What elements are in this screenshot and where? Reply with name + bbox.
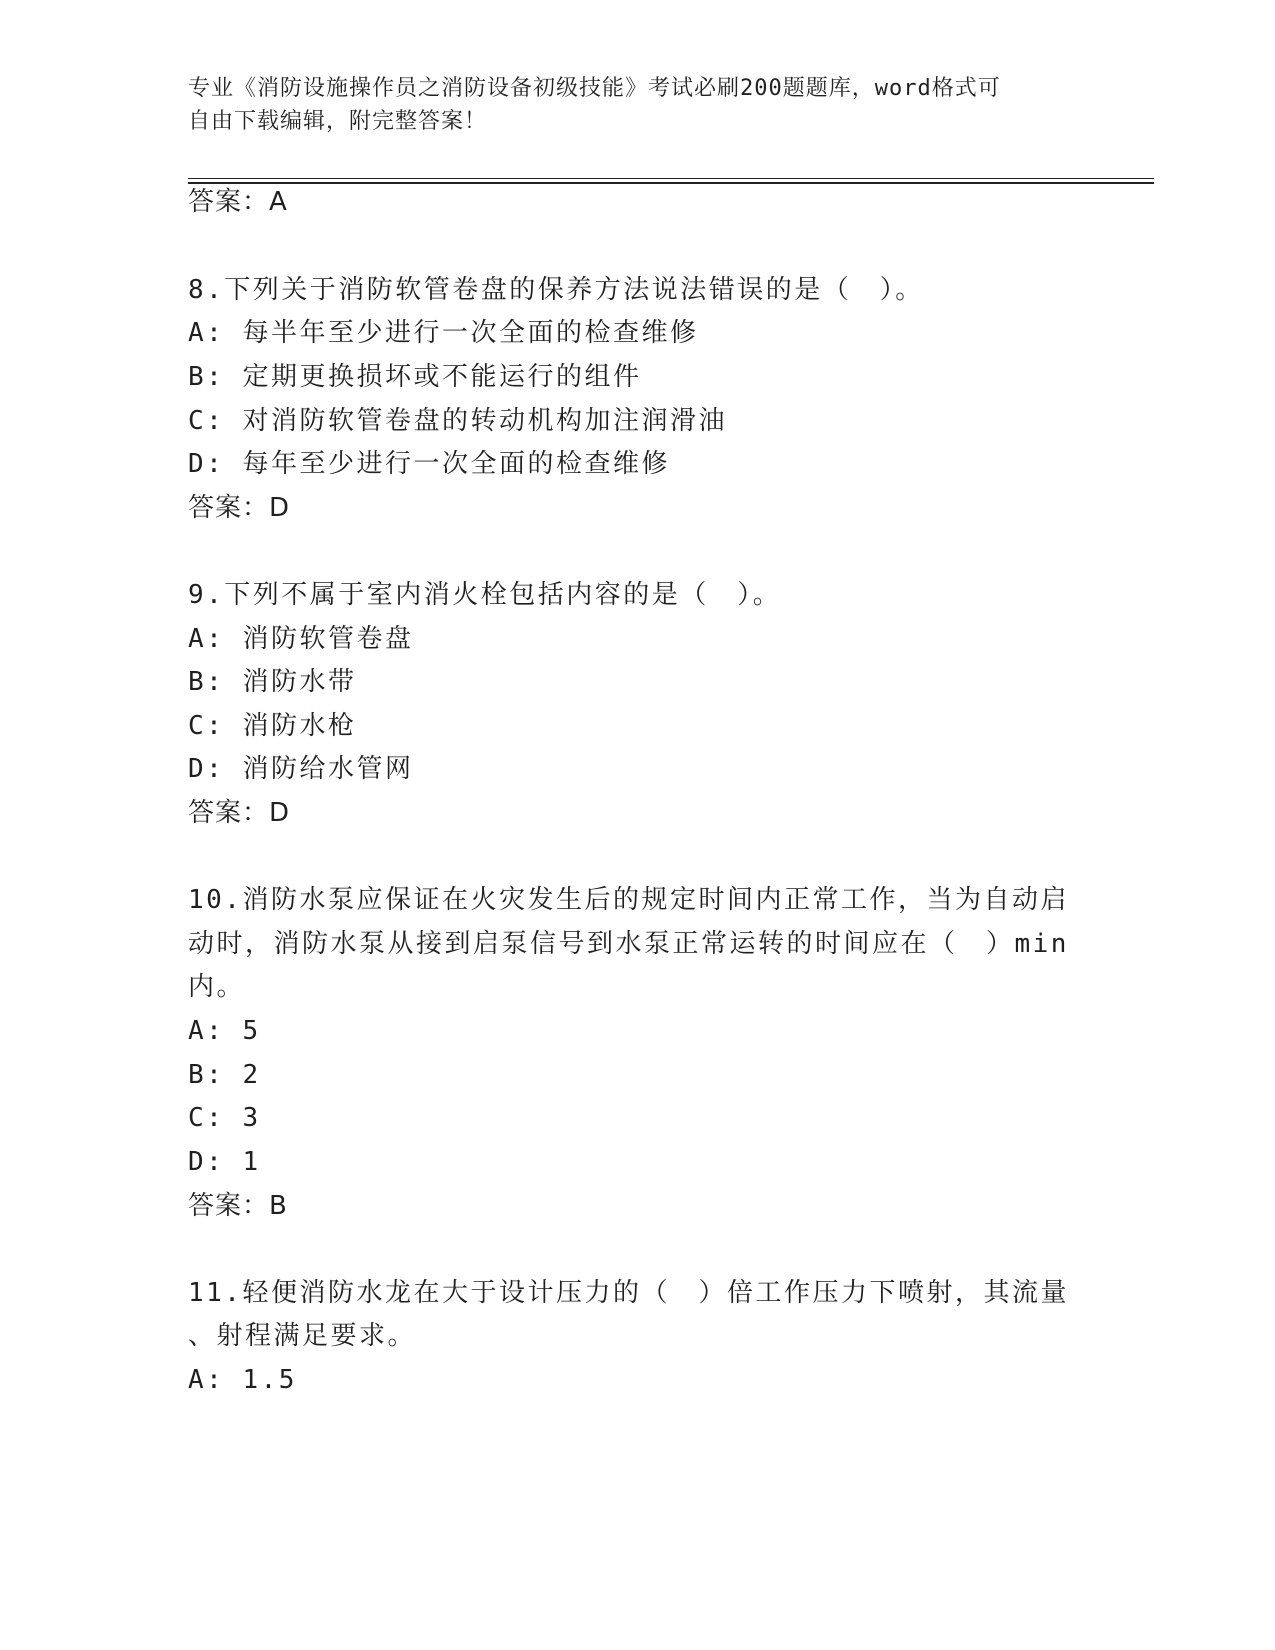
previous-answer: 答案：A [188, 187, 288, 217]
question-10-option-c: C: 3 [188, 1103, 261, 1133]
question-9-option-c: C: 消防水枪 [188, 711, 357, 741]
question-10-stem-line-3: 内。 [188, 972, 246, 1002]
question-9-stem: 9.下列不属于室内消火栓包括内容的是（ ）。 [188, 580, 782, 610]
question-9-option-b: B: 消防水带 [188, 667, 357, 697]
question-8-option-a: A: 每半年至少进行一次全面的检查维修 [188, 318, 699, 348]
document-header [188, 72, 1088, 138]
question-10-option-b: B: 2 [188, 1060, 261, 1090]
question-9-option-a: A: 消防软管卷盘 [188, 624, 414, 654]
question-10-option-a: A: 5 [188, 1016, 261, 1046]
question-10-answer: 答案：B [188, 1191, 288, 1221]
question-9-answer: 答案：D [188, 798, 291, 828]
question-10-stem-line-1: 10.消防水泵应保证在火灾发生后的规定时间内正常工作，当为自动启 [188, 885, 1069, 915]
question-8-answer: 答案：D [188, 493, 291, 523]
question-11-stem-line-2: 、射程满足要求。 [188, 1321, 417, 1351]
question-8-option-d: D: 每年至少进行一次全面的检查维修 [188, 449, 670, 479]
question-8-option-c: C: 对消防软管卷盘的转动机构加注润滑油 [188, 406, 727, 436]
question-11-option-a: A: 1.5 [188, 1365, 297, 1395]
question-11-stem-line-1: 11.轻便消防水龙在大于设计压力的（ ）倍工作压力下喷射，其流量 [188, 1278, 1069, 1308]
question-9-option-d: D: 消防给水管网 [188, 754, 414, 784]
question-10-stem-line-2: 动时，消防水泵从接到启泵信号到水泵正常运转的时间应在（ ）min [188, 929, 1069, 959]
question-8-stem: 8.下列关于消防软管卷盘的保养方法说法错误的是（ ）。 [188, 275, 924, 305]
header-line-1: 专业《消防设施操作员之消防设备初级技能》考试必刷200题题库，word格式可 [188, 76, 1001, 101]
header-line-2: 自由下载编辑，附完整答案！ [188, 109, 488, 134]
header-divider-thick [188, 182, 1154, 184]
header-divider-thin [188, 178, 1154, 179]
question-10-option-d: D: 1 [188, 1147, 261, 1177]
question-8-option-b: B: 定期更换损坏或不能运行的组件 [188, 362, 642, 392]
